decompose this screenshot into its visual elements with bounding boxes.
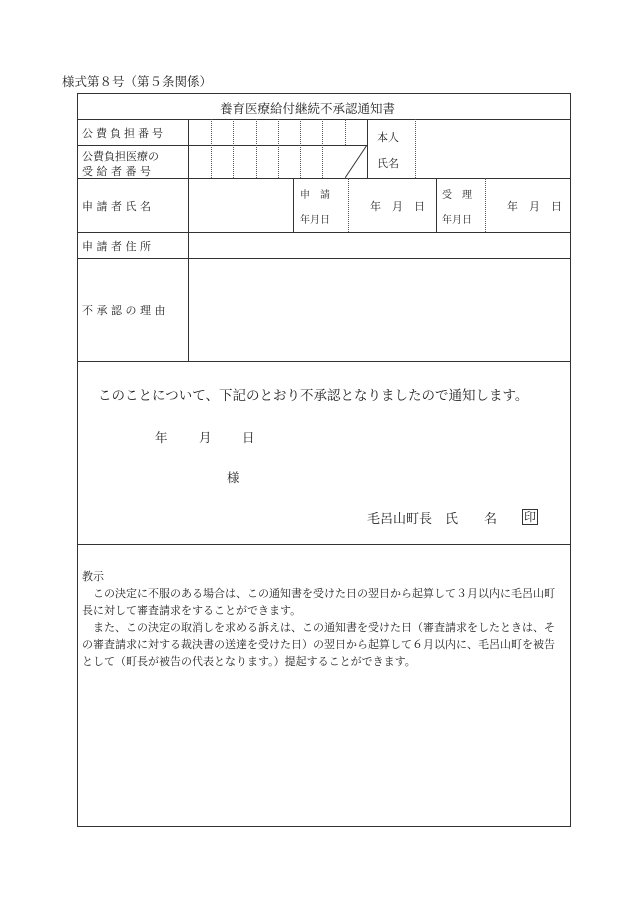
digit-divider <box>345 119 346 145</box>
divider <box>293 178 294 232</box>
receipt-date-label-1: 受 理 <box>442 190 472 201</box>
recipient-number-label-1: 公費負担医療の <box>82 150 159 163</box>
divider <box>77 145 367 146</box>
person-label-1: 本人 <box>377 131 399 144</box>
issuer-name: 毛呂山町長 氏 名 <box>367 512 498 527</box>
notification-message: このことについて、下記のとおり不承認となりましたので通知します。 <box>98 388 529 404</box>
application-date-label-1: 申 請 <box>300 190 330 201</box>
digit-divider <box>415 119 416 178</box>
applicant-name-label: 申 請 者 氏 名 <box>82 200 151 213</box>
receipt-date: 年 月 日 <box>507 200 562 213</box>
divider <box>77 544 571 545</box>
digit-divider <box>485 178 486 232</box>
divider <box>77 178 571 179</box>
notice-heading: 教示 <box>82 570 104 583</box>
digit-divider <box>211 119 212 178</box>
seal-mark: 印 <box>524 510 537 524</box>
digit-divider <box>348 178 349 232</box>
digit-divider <box>300 119 301 178</box>
official-seal <box>522 506 538 525</box>
date-month: 月 <box>199 430 212 445</box>
date-year: 年 <box>155 430 168 445</box>
applicant-address-label: 申 請 者 住 所 <box>82 240 151 253</box>
void-slash <box>345 145 368 179</box>
form-title: 養育医療給付継続不承認通知書 <box>220 101 396 116</box>
form-frame <box>77 93 571 827</box>
notice-paragraph-2: また、この決定の取消しを求める訴えは、この通知書を受けた日（審査請求をしたときは、その審査請求に対する裁決書の送達を受けた日）の翌日から起算して６月以内に、毛呂山町を被告として（町長が被告の代表となります。）提起することができます。 <box>82 621 555 668</box>
form-number: 様式第８号（第５条関係） <box>62 74 213 89</box>
divider <box>77 361 571 362</box>
application-date: 年 月 日 <box>370 200 425 213</box>
digit-divider <box>278 119 279 178</box>
recipient-number-label-2: 受 給 者 番 号 <box>82 165 151 178</box>
digit-divider <box>322 119 323 178</box>
public-payer-number-label: 公費負担番号 <box>82 127 166 140</box>
appeal-notice <box>82 568 562 670</box>
divider <box>188 119 189 361</box>
divider <box>77 119 571 120</box>
addressee-suffix: 様 <box>227 470 240 485</box>
receipt-date-label-2: 年月日 <box>442 215 472 226</box>
digit-divider <box>256 119 257 178</box>
divider <box>436 178 437 232</box>
reason-label: 不 承 認 の 理 由 <box>82 304 166 317</box>
person-label-2: 氏名 <box>377 157 399 170</box>
application-date-label-2: 年月日 <box>300 215 330 226</box>
digit-divider <box>233 119 234 178</box>
date-day: 日 <box>242 430 255 445</box>
divider <box>77 258 571 259</box>
notice-paragraph-1: この決定に不服のある場合は、この通知書を受けた日の翌日から起算して３月以内に毛呂山町長に対して審査請求をすることができます。 <box>82 587 555 617</box>
divider <box>77 232 571 233</box>
